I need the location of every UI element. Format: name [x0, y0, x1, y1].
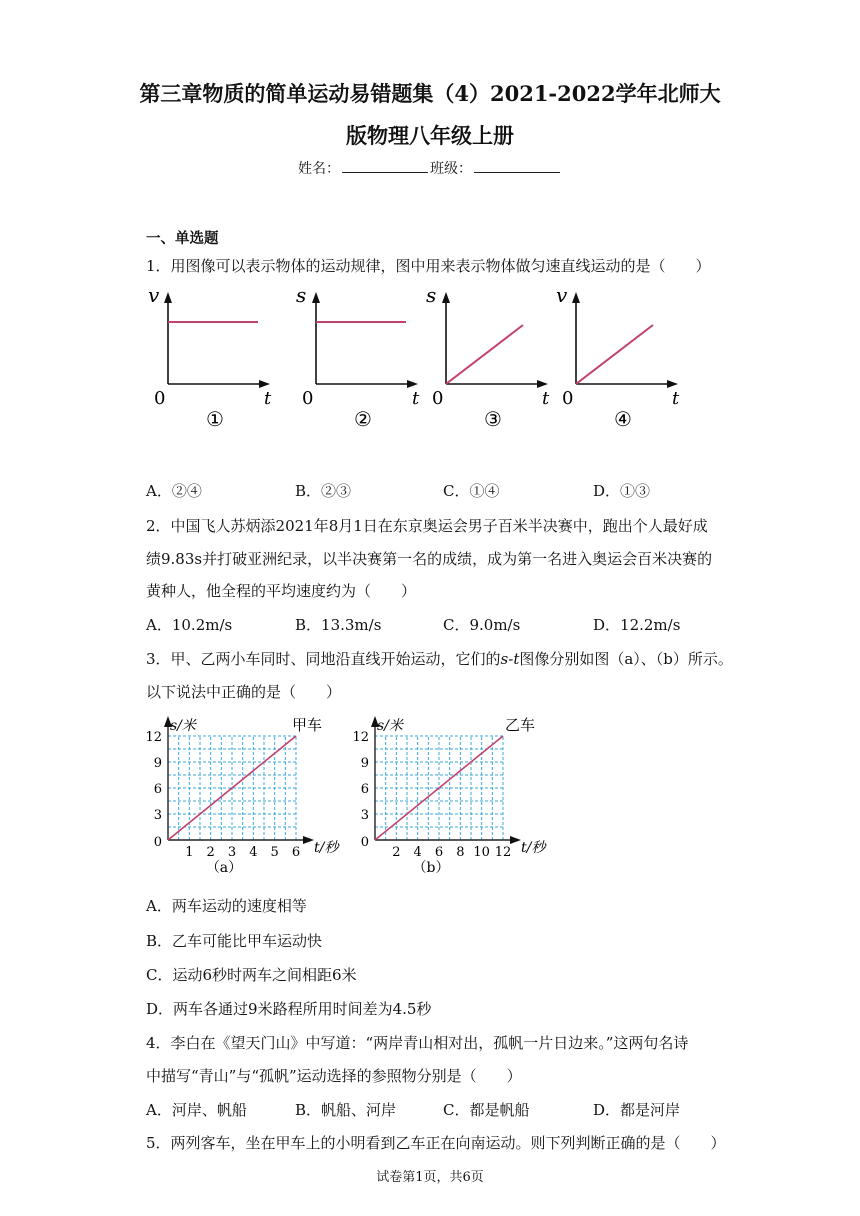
name-label: 姓名：	[298, 161, 340, 177]
x-axis-arrow	[259, 380, 270, 388]
x-axis-arrow	[303, 836, 314, 844]
series-label: 甲车	[292, 716, 323, 734]
y-axis-arrow	[164, 292, 172, 303]
name-blank	[342, 160, 428, 173]
q2-line-1: 2．中国飞人苏炳添2021年8月1日在东京奥运会男子百米半决赛中，跑出个人最好成	[146, 517, 708, 535]
chart-a	[140, 712, 340, 882]
q3-option-a[interactable]: A．两车运动的速度相等	[146, 897, 307, 915]
y-tick-label: 6	[153, 782, 162, 797]
x-axis-label: t	[672, 388, 680, 409]
q3-option-b[interactable]: B．乙车可能比甲车运动快	[146, 932, 323, 950]
x-tick-label: 8	[456, 845, 465, 860]
x-axis-label: t/秒	[314, 840, 339, 856]
chart-caption: （b）	[412, 860, 450, 876]
class-blank	[474, 160, 560, 173]
x-tick-label: 4	[413, 845, 422, 860]
x-tick-label: 1	[185, 845, 194, 860]
chart-b	[345, 712, 555, 882]
origin-label: 0	[432, 388, 444, 409]
x-axis-arrow	[510, 836, 521, 844]
x-axis-arrow	[537, 380, 548, 388]
series-label: 乙车	[505, 716, 536, 734]
q4-option-c[interactable]: C．都是帆船	[443, 1101, 530, 1119]
section-heading: 一、单选题	[146, 230, 219, 247]
origin-label: 0	[154, 388, 166, 409]
x-tick-label: 6	[434, 845, 444, 860]
q2-option-d[interactable]: D．12.2m/s	[593, 616, 681, 634]
y-axis-arrow	[312, 292, 320, 303]
q1-graph-4	[556, 284, 680, 431]
x-tick-label: 10	[473, 845, 490, 860]
y-axis-label: v	[556, 284, 568, 307]
y-axis-label: s/米	[170, 718, 196, 734]
q2-line-2: 绩9.83s并打破亚洲纪录，以半决赛第一名的成绩，成为第一名进入奥运会百米决赛的	[146, 550, 713, 568]
q1-option-a[interactable]: A．②④	[146, 482, 202, 500]
graph-number: ④	[614, 407, 632, 431]
q1-graphs	[140, 284, 700, 434]
x-axis-label: t	[542, 388, 550, 409]
x-tick-label: 4	[249, 845, 258, 860]
graph-number: ①	[206, 407, 224, 431]
y-tick-label: 3	[360, 808, 369, 823]
q2-option-a[interactable]: A．10.2m/s	[146, 616, 233, 634]
x-tick-label: 2	[206, 845, 215, 860]
graph-number: ②	[354, 407, 372, 431]
origin-label: 0	[302, 388, 314, 409]
y-tick-label: 12	[145, 730, 162, 745]
x-tick-label: 12	[494, 845, 512, 860]
q1-stem: 1．用图像可以表示物体的运动规律，图中用来表示物体做匀速直线运动的是（ ）	[146, 257, 711, 275]
y-axis-arrow	[572, 292, 580, 303]
y-axis-label: s/米	[377, 718, 403, 734]
x-axis-label: t/秒	[521, 840, 546, 856]
q3-option-d[interactable]: D．两车各通过9米路程所用时间差为4.5秒	[146, 1000, 432, 1018]
y-axis-label: s	[296, 284, 307, 307]
y-axis-label: v	[148, 284, 160, 307]
q4-option-a[interactable]: A．河岸、帆船	[146, 1101, 247, 1119]
q1-option-c[interactable]: C．①④	[443, 482, 500, 500]
x-axis-arrow	[407, 380, 418, 388]
q1-option-d[interactable]: D．①③	[593, 482, 651, 500]
x-axis-arrow	[667, 380, 678, 388]
page-footer: 试卷第1页，共6页	[376, 1170, 484, 1185]
x-axis-label: t	[264, 388, 272, 409]
origin-label: 0	[153, 835, 162, 850]
q3-line-2: 以下说法中正确的是（ ）	[146, 683, 342, 701]
class-label: 班级：	[430, 161, 472, 177]
q3-line-1: 3．甲、乙两小车同时、同地沿直线开始运动，它们的s-t图像分别如图（a）、（b）所示。	[146, 650, 733, 668]
x-tick-label: 3	[227, 845, 237, 860]
y-tick-label: 9	[360, 756, 369, 771]
origin-label: 0	[562, 388, 574, 409]
q2-option-b[interactable]: B．13.3m/s	[295, 616, 382, 634]
q3-option-c[interactable]: C．运动6秒时两车之间相距6米	[146, 966, 357, 984]
y-axis-label: s	[426, 284, 437, 307]
y-tick-label: 12	[352, 730, 369, 745]
x-tick-label: 2	[392, 845, 401, 860]
q1-option-b[interactable]: B．②③	[295, 482, 352, 500]
y-tick-label: 3	[153, 808, 162, 823]
title-line-1: 第三章物质的简单运动易错题集（4）2021-2022学年北师大	[139, 81, 721, 106]
x-tick-label: 5	[270, 845, 279, 860]
name-class-line	[0, 158, 860, 178]
origin-label: 0	[360, 835, 369, 850]
y-tick-label: 6	[360, 782, 369, 797]
x-axis-label: t	[412, 388, 420, 409]
y-axis-arrow	[442, 292, 450, 303]
graph-number: ③	[484, 407, 502, 431]
q4-line-2: 中描写“青山”与“孤帆”运动选择的参照物分别是（ ）	[146, 1067, 522, 1085]
chart-caption: （a）	[205, 860, 243, 876]
q1-graph-2	[296, 284, 420, 431]
graph-line	[446, 325, 523, 384]
q4-option-d[interactable]: D．都是河岸	[593, 1101, 681, 1119]
q1-graph-1	[148, 284, 272, 431]
q2-line-3: 黄种人，他全程的平均速度约为（ ）	[146, 582, 417, 600]
q5-stem: 5．两列客车，坐在甲车上的小明看到乙车正在向南运动。则下列判断正确的是（ ）	[146, 1134, 726, 1152]
q2-option-c[interactable]: C．9.0m/s	[443, 616, 521, 634]
title-line-2: 版物理八年级上册	[346, 123, 514, 148]
q4-option-b[interactable]: B．帆船、河岸	[295, 1101, 397, 1119]
q4-line-1: 4．李白在《望天门山》中写道：“两岸青山相对出，孤帆一片日边来。”这两句名诗	[146, 1034, 689, 1052]
graph-line	[576, 325, 653, 384]
y-tick-label: 9	[153, 756, 162, 771]
x-tick-label: 6	[291, 845, 301, 860]
q1-graph-3	[426, 284, 550, 431]
